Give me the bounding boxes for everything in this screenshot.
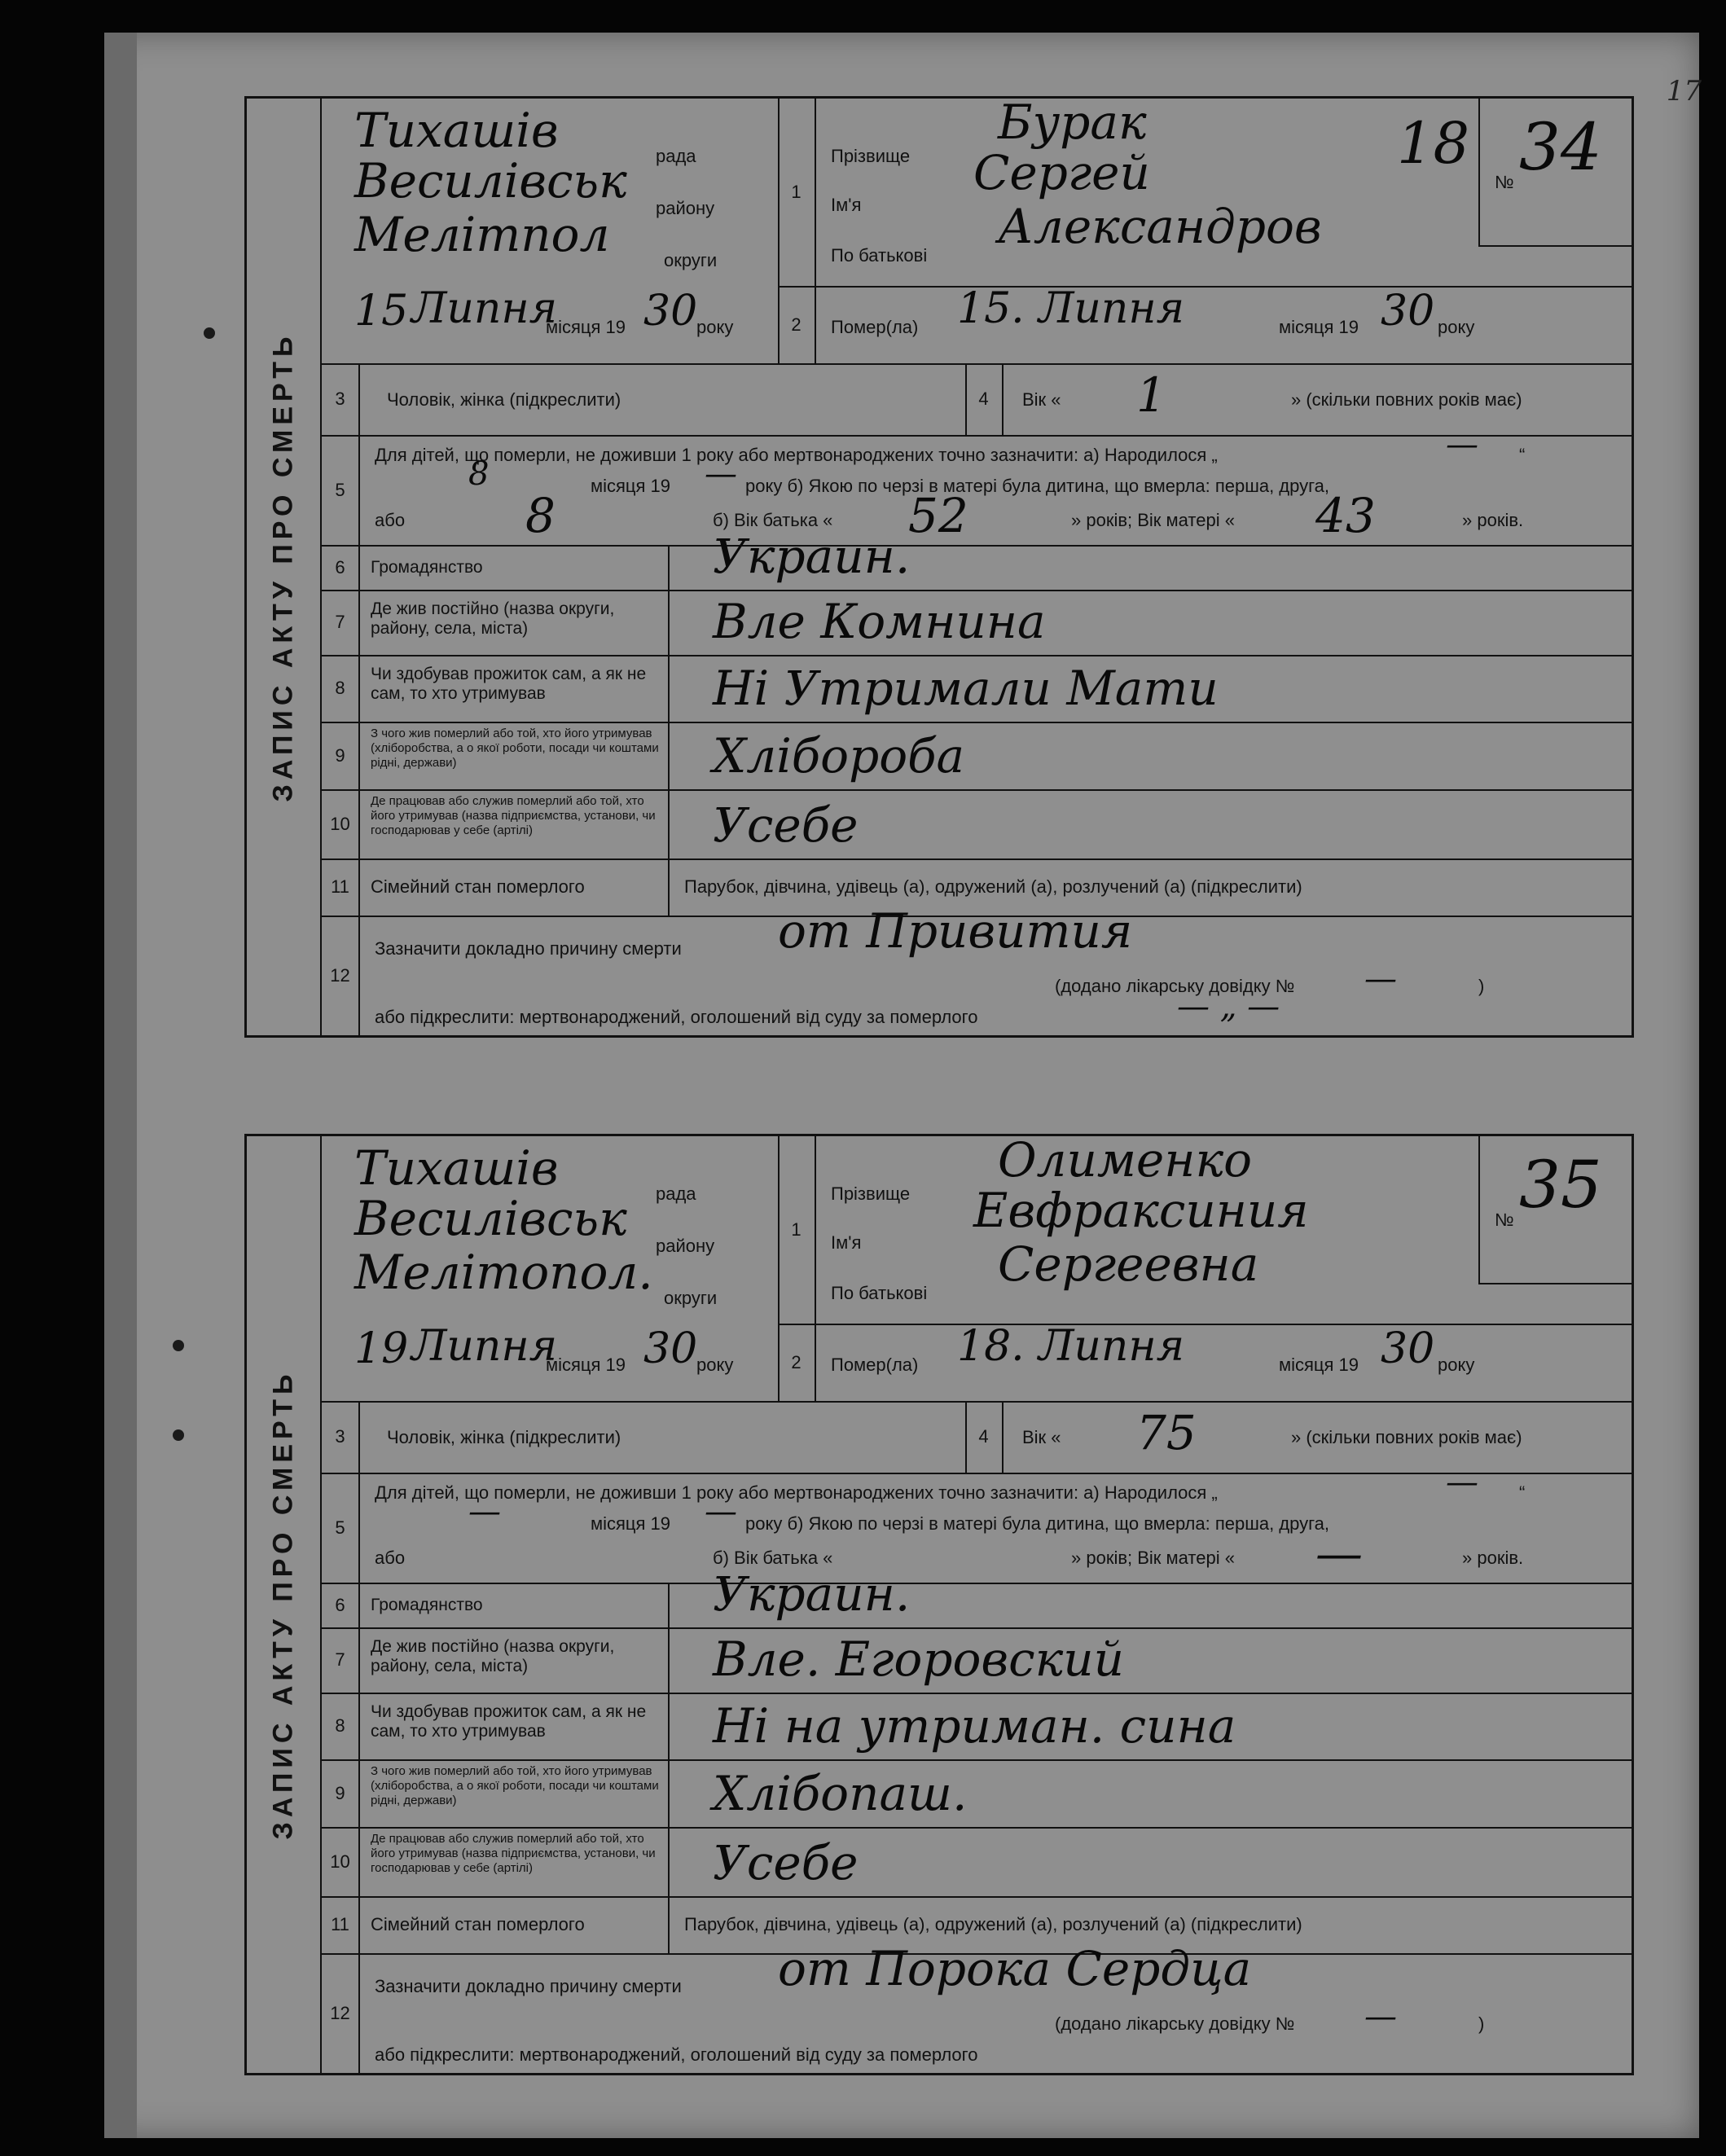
father-age-label: б) Вік батька «	[713, 510, 833, 530]
row-number: 2	[791, 314, 802, 335]
citizenship-value: Украин.	[713, 1566, 911, 1622]
child-line-1-end: “	[1519, 445, 1526, 465]
child-year-value: —	[705, 455, 737, 493]
death-day: 15.	[957, 284, 1025, 333]
workplace-label: Де працював або служив померлий або той, хто його утримував (назва підприємства, установи, чи господарював у себе (артілі)	[371, 794, 656, 837]
record-body	[322, 1132, 1632, 2073]
surname-value: Бурак	[998, 94, 1147, 150]
age-tail: » (скільки повних років має)	[1291, 389, 1522, 410]
row-number: 12	[330, 964, 350, 986]
death-month: Липня	[1039, 284, 1185, 333]
age-label: Вік «	[1022, 389, 1061, 410]
child-line-3-end: » років.	[1462, 1548, 1524, 1568]
rada-name: Тихашів	[354, 1140, 559, 1196]
residence-row	[322, 1627, 1632, 1694]
death-record-35	[244, 1134, 1634, 2075]
registration-month-label: місяця 19	[546, 1355, 626, 1375]
registration-year: 30	[643, 1324, 698, 1373]
residence-value: Вле Комнина	[713, 594, 1046, 649]
row-number: 9	[335, 744, 345, 766]
okruha-name: Мелітопол.	[354, 1245, 653, 1300]
row-number: 9	[335, 1782, 345, 1803]
row-number: 1	[791, 182, 802, 202]
row-number: 7	[335, 1649, 345, 1670]
residence-value: Вле. Егоровский	[713, 1631, 1124, 1687]
record-number-label: №	[1495, 172, 1514, 192]
child-info-row	[322, 1464, 1632, 1584]
death-year: 30	[1381, 287, 1435, 336]
death-record-34	[244, 96, 1634, 1038]
row-number: 3	[335, 1426, 345, 1447]
source-of-living-row	[322, 1759, 1632, 1829]
workplace-row	[322, 1827, 1632, 1898]
citizenship-value: Украин.	[713, 529, 911, 584]
page-binding	[104, 33, 137, 2138]
registration-year-label: року	[696, 1355, 734, 1375]
source-of-living-label: З чого жив померлий або той, хто його утримував (хліборобства, а о якої роботи, посади чи коштами рідні, держави)	[371, 727, 659, 770]
age-label: Вік «	[1022, 1427, 1061, 1447]
source-of-living-row	[322, 722, 1632, 791]
death-month-label: місяця 19	[1279, 317, 1359, 337]
certificate-value: —	[1364, 1998, 1397, 2035]
marital-options: Парубок, дівчина, удівець (а), одружений (а), розлучений (а) (підкреслити)	[684, 1914, 1302, 1934]
source-of-living-value: Хлібопаш.	[713, 1766, 968, 1821]
name-value: Сергей	[973, 145, 1150, 200]
name-value: Евфраксиния	[973, 1183, 1309, 1238]
row-number: 2	[791, 1351, 802, 1372]
record-side-title: ЗАПИС АКТУ ПРО СМЕРТЬ	[247, 99, 322, 1035]
row-number: 6	[335, 1594, 345, 1615]
livelihood-value: Ні на утриман. сина	[713, 1698, 1236, 1754]
record-body	[322, 94, 1632, 1035]
punch-hole	[204, 327, 215, 339]
okruha-label: округи	[664, 1288, 718, 1308]
age-value: 75	[1136, 1405, 1197, 1460]
source-of-living-value: Хлібороба	[713, 728, 965, 784]
child-line-3-end: » років.	[1462, 510, 1524, 530]
child-line-2: року б) Якою по черзі в матері була дитина, що вмерла: перша, друга,	[745, 476, 1330, 496]
sex-label: Чоловік, жінка (підкреслити)	[387, 389, 621, 410]
livelihood-label: Чи здобував прожиток сам, а як не сам, то хто утримував	[371, 1702, 647, 1741]
record-side-title: ЗАПИС АКТУ ПРО СМЕРТЬ	[247, 1136, 322, 2073]
age-tail: » (скільки повних років має)	[1291, 1427, 1522, 1447]
punch-hole	[173, 1340, 184, 1351]
stillborn-label: або підкреслити: мертвонароджений, оголошений від суду за померлого	[375, 2044, 978, 2065]
residence-label: Де жив постійно (назва округи, району, села, міста)	[371, 599, 615, 638]
patronymic-value: Александров	[998, 199, 1322, 254]
citizenship-row	[322, 529, 1632, 591]
death-year-label: року	[1438, 1355, 1475, 1375]
marital-label: Сімейний стан померлого	[371, 1914, 585, 1934]
raion-label: району	[656, 1236, 715, 1256]
record-header	[322, 94, 1632, 365]
residence-label: Де жив постійно (назва округи, району, села, міста)	[371, 1637, 615, 1675]
residence-row	[322, 590, 1632, 656]
row-number: 5	[335, 479, 345, 500]
child-line-1: Для дітей, що померли, не доживши 1 року або мертвонароджених точно зазначити: а) Народилося „	[375, 445, 1218, 465]
registration-day: 15	[354, 287, 409, 336]
record-header	[322, 1132, 1632, 1403]
cause-label: Зазначити докладно причину смерти	[375, 1976, 682, 1996]
raion-name: Весилівськ	[354, 1191, 627, 1246]
row-number: 4	[978, 389, 989, 409]
row-number: 10	[330, 1851, 350, 1872]
name-label: Ім'я	[831, 195, 862, 215]
death-year: 30	[1381, 1324, 1435, 1373]
livelihood-label: Чи здобував прожиток сам, а як не сам, то хто утримував	[371, 665, 647, 703]
cause-value: от Порока Сердца	[778, 1941, 1252, 1996]
child-year-value: —	[705, 1493, 737, 1530]
registration-year: 30	[643, 287, 698, 336]
workplace-label: Де працював або служив померлий або той, хто його утримував (назва підприємства, установи, чи господарював у себе (артілі)	[371, 1832, 656, 1875]
cause-label: Зазначити докладно причину смерти	[375, 938, 682, 959]
surname-value: Олименко	[998, 1132, 1253, 1188]
rada-label: рада	[656, 1183, 696, 1204]
citizenship-label: Громадянство	[371, 558, 483, 577]
child-born-value: —	[1446, 426, 1478, 463]
livelihood-row	[322, 655, 1632, 723]
livelihood-row	[322, 1693, 1632, 1761]
marital-label: Сімейний стан померлого	[371, 876, 585, 897]
death-day: 18.	[957, 1322, 1025, 1371]
record-number-label: №	[1495, 1210, 1514, 1230]
row-number: 1	[791, 1219, 802, 1240]
livelihood-value: Ні Утримали Мати	[713, 661, 1219, 716]
death-month-label: місяця 19	[1279, 1355, 1359, 1375]
raion-name: Весилівськ	[354, 153, 627, 209]
death-month: Липня	[1039, 1322, 1185, 1371]
record-number: 34	[1519, 109, 1602, 185]
child-line-3-a: або	[375, 1548, 406, 1568]
cause-value: от Привития	[778, 903, 1133, 959]
row-number: 10	[330, 813, 350, 834]
mother-age-value: —	[1315, 1526, 1363, 1581]
workplace-value: Усебе	[713, 797, 859, 853]
row-number: 5	[335, 1517, 345, 1538]
row-number: 11	[331, 1914, 349, 1934]
death-label: Помер(ла)	[831, 317, 919, 337]
okruha-label: округи	[664, 250, 718, 270]
registration-month: Липня	[411, 1322, 558, 1371]
sex-age-row	[322, 1401, 1632, 1474]
row-number: 11	[331, 876, 349, 897]
sex-age-row	[322, 363, 1632, 437]
child-line-1-end: “	[1519, 1482, 1526, 1503]
patronymic-label: По батькові	[831, 245, 928, 266]
workplace-row	[322, 789, 1632, 860]
row-number: 12	[330, 2002, 350, 2023]
death-year-label: року	[1438, 317, 1475, 337]
citizenship-row	[322, 1566, 1632, 1629]
certificate-end: )	[1478, 976, 1485, 996]
certificate-label: (додано лікарську довідку №	[1055, 2013, 1295, 2034]
stillborn-label: або підкреслити: мертвонароджений, оголошений від суду за померлого	[375, 1007, 978, 1027]
child-day-value: 8	[468, 455, 490, 493]
child-line-3-a: або	[375, 510, 406, 530]
certificate-label: (додано лікарську довідку №	[1055, 976, 1295, 996]
row-number: 8	[335, 1715, 345, 1736]
father-age-label: б) Вік батька «	[713, 1548, 833, 1568]
child-line-2: року б) Якою по черзі в матері була дитина, що вмерла: перша, друга,	[745, 1513, 1330, 1534]
stillborn-value: — „ —	[1177, 988, 1280, 1025]
cause-row	[322, 1941, 1632, 2073]
name-label: Ім'я	[831, 1232, 862, 1253]
mother-age-label: » років; Вік матері «	[1071, 510, 1235, 530]
child-day-value: —	[468, 1493, 501, 1530]
registration-month: Липня	[411, 284, 558, 333]
source-of-living-label: З чого жив померлий або той, хто його утримував (хліборобства, а о якої роботи, посади чи коштами рідні, держави)	[371, 1764, 659, 1807]
certificate-end: )	[1478, 2013, 1485, 2034]
record-number: 35	[1519, 1147, 1602, 1223]
father-age-value: 52	[908, 488, 968, 543]
raion-label: району	[656, 198, 715, 218]
rada-label: рада	[656, 146, 696, 166]
punch-hole	[173, 1429, 184, 1441]
mother-age-value: 43	[1315, 488, 1376, 543]
sheet-number: 17	[1666, 75, 1702, 108]
cause-row	[322, 903, 1632, 1035]
child-order-value: 8	[525, 488, 556, 543]
marital-options: Парубок, дівчина, удівець (а), одружений (а), розлучений (а) (підкреслити)	[684, 876, 1302, 897]
certificate-value: —	[1364, 960, 1397, 998]
registration-year-label: року	[696, 317, 734, 337]
child-info-row	[322, 426, 1632, 547]
registration-month-label: місяця 19	[546, 317, 626, 337]
row-number: 8	[335, 678, 345, 698]
mother-age-label: » років; Вік матері «	[1071, 1548, 1235, 1568]
citizenship-label: Громадянство	[371, 1596, 483, 1614]
child-month-label: місяця 19	[591, 476, 671, 496]
patronymic-value: Сергеевна	[998, 1236, 1259, 1292]
row-number: 6	[335, 556, 345, 577]
death-label: Помер(ла)	[831, 1355, 919, 1375]
row-number: 3	[335, 389, 345, 409]
rada-name: Тихашів	[354, 103, 559, 158]
okruha-name: Мелітпол	[354, 207, 610, 262]
workplace-value: Усебе	[713, 1835, 859, 1890]
row-number: 4	[978, 1426, 989, 1447]
registration-day: 19	[354, 1324, 409, 1373]
surname-label: Прізвище	[831, 1183, 911, 1204]
age-value: 1	[1136, 367, 1166, 423]
extra-number: 18	[1397, 110, 1470, 177]
child-born-value: —	[1446, 1464, 1478, 1501]
row-number: 7	[335, 612, 345, 632]
child-month-label: місяця 19	[591, 1513, 671, 1534]
child-line-1: Для дітей, що померли, не доживши 1 року або мертвонароджених точно зазначити: а) Народилося „	[375, 1482, 1218, 1503]
sex-label: Чоловік, жінка (підкреслити)	[387, 1427, 621, 1447]
patronymic-label: По батькові	[831, 1283, 928, 1303]
surname-label: Прізвище	[831, 146, 911, 166]
